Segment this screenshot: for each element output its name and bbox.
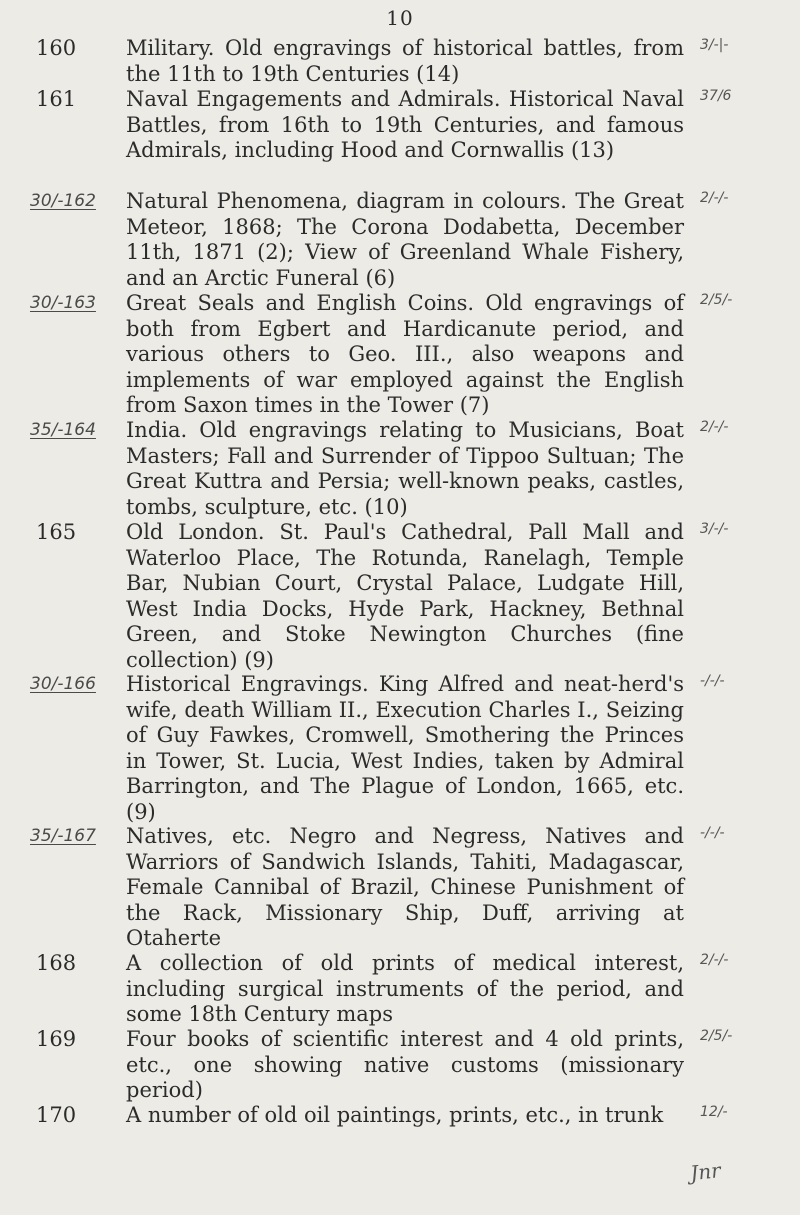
- lot-description: A collection of old prints of medical interest, including surgical instruments of the period, and some 18th Century maps: [126, 951, 684, 1026]
- lot-description: India. Old engravings relating to Musicians, Boat Masters; Fall and Surrender of Tippoo Sultuan; The Great Kuttra and Persia; well-known peaks, castles, tombs, sculpture, etc. (10): [126, 418, 684, 519]
- lot-number: 30/-163: [30, 293, 96, 313]
- lot-number: 35/-164: [30, 420, 96, 440]
- handwritten-price-note: -/-/-: [700, 673, 725, 689]
- handwritten-price-note: -/-/-: [700, 825, 725, 841]
- lot-number: 169: [36, 1027, 77, 1051]
- handwritten-price-note: 2/-/-: [700, 419, 729, 435]
- lot-number: 30/-162: [30, 191, 96, 211]
- lot-number: 165: [36, 520, 77, 544]
- lot-number: 170: [36, 1103, 77, 1127]
- handwritten-price-note: 2/5/-: [700, 1028, 733, 1044]
- handwritten-price-note: 3/-|-: [700, 37, 729, 53]
- lot-number: 35/-167: [30, 826, 96, 846]
- handwritten-price-note: 2/-/-: [700, 190, 729, 206]
- lot-number: 30/-166: [30, 674, 96, 694]
- lot-description: Natural Phenomena, diagram in colours. The Great Meteor, 1868; The Corona Dodabetta, December 11th, 1871 (2); View of Greenland Whale Fishery, and an Arctic Funeral (6): [126, 189, 684, 290]
- lot-description: Historical Engravings. King Alfred and neat-herd's wife, death William II., Execution Charles I., Seizing of Guy Fawkes, Cromwell, Smothering the Princes in Tower, St. Lucia, West Indies, taken by Admiral Barrington, and The Plague of London, 1665, etc. (9): [126, 672, 684, 824]
- lot-description: Military. Old engravings of historical battles, from the 11th to 19th Centuries (14): [126, 36, 684, 86]
- lot-description: Great Seals and English Coins. Old engravings of both from Egbert and Hardicanute period, and various others to Geo. III., also weapons and implements of war employed against the English from Saxon times in the Tower (7): [126, 291, 684, 417]
- lot-description: Old London. St. Paul's Cathedral, Pall Mall and Waterloo Place, The Rotunda, Ranelagh, Temple Bar, Nubian Court, Crystal Palace, Ludgate Hill, West India Docks, Hyde Park, Hackney, Bethnal Green, and Stoke Newington Churches (fine collection) (9): [126, 520, 684, 672]
- handwritten-price-note: 3/-/-: [700, 521, 729, 537]
- lot-description: Natives, etc. Negro and Negress, Natives and Warriors of Sandwich Islands, Tahiti, Madagascar, Female Cannibal of Brazil, Chinese Punishment of the Rack, Missionary Ship, Duff, arriving at Otaherte: [126, 824, 684, 950]
- lot-description: Four books of scientific interest and 4 old prints, etc., one showing native customs (missionary period): [126, 1027, 684, 1102]
- page-number: 10: [386, 6, 414, 30]
- handwritten-price-note: 37/6: [700, 88, 732, 104]
- handwritten-price-note: 2/-/-: [700, 952, 729, 968]
- handwritten-price-note: 2/5/-: [700, 292, 733, 308]
- handwritten-signature: Jnr: [689, 1158, 722, 1186]
- lot-number: 160: [36, 36, 77, 60]
- lot-number: 161: [36, 87, 77, 111]
- lot-number: 168: [36, 951, 77, 975]
- handwritten-price-note: 12/-: [700, 1104, 728, 1120]
- lot-description: Naval Engagements and Admirals. Historical Naval Battles, from 16th to 19th Centuries, and famous Admirals, including Hood and Cornwallis (13): [126, 87, 684, 162]
- lot-description: A number of old oil paintings, prints, etc., in trunk: [126, 1103, 664, 1127]
